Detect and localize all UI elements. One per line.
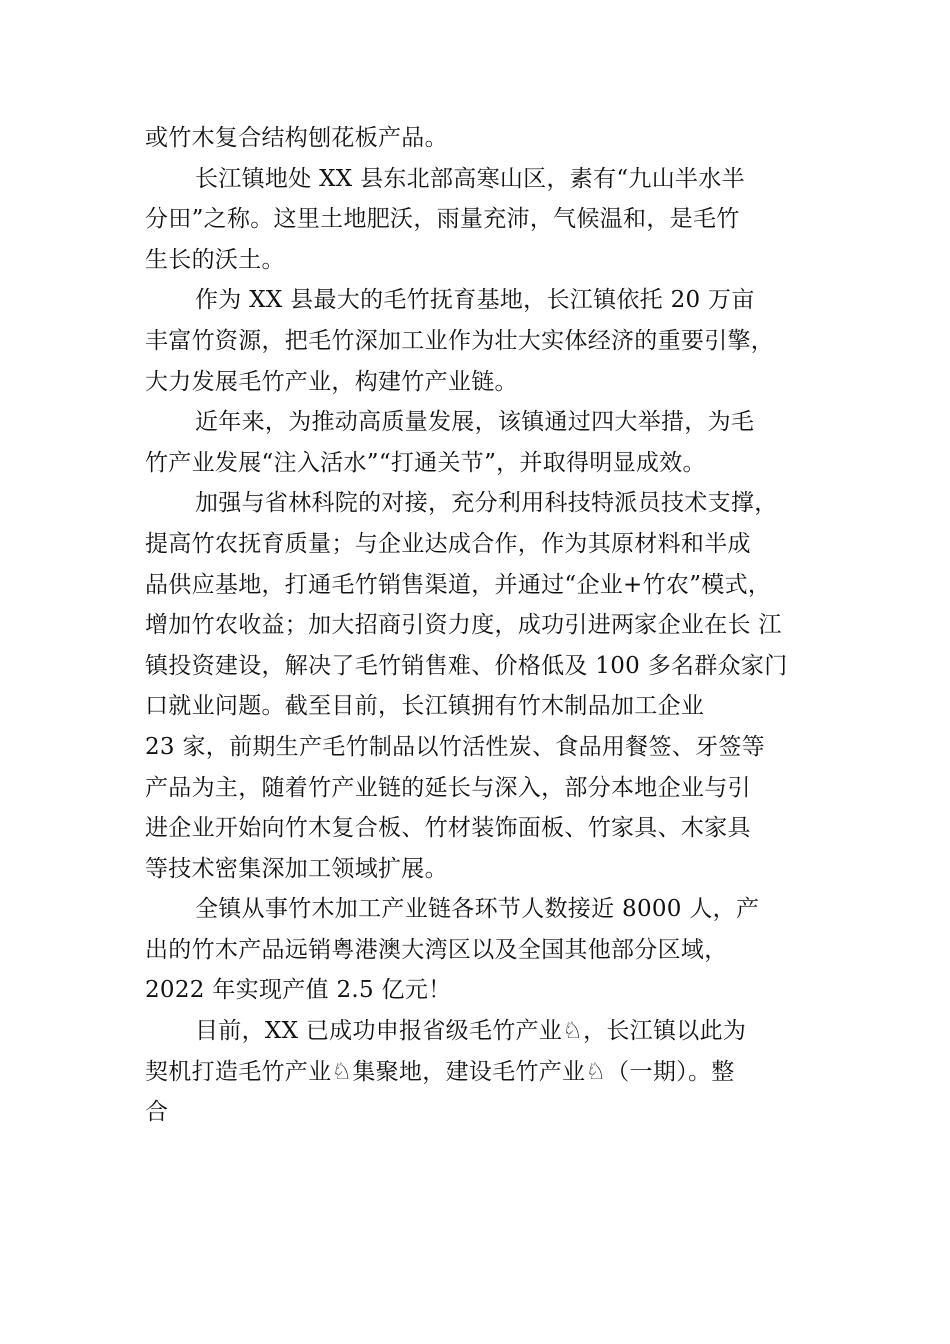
text-line: 长江镇地处 XX 县东北部高寒山区，素有“九山半水半 <box>195 165 745 192</box>
text-line: 丰富竹资源，把毛竹深加工业作为壮大实体经济的重要引擎， <box>145 327 775 354</box>
text-line: 分田”之称。这里土地肥沃，雨量充沛，气候温和，是毛竹 <box>145 206 740 233</box>
text-line: 作为 XX 县最大的毛竹抚育基地，长江镇依托 20 万亩 <box>195 287 755 314</box>
text-line: 进企业开始向竹木复合板、竹材装饰面板、竹家具、木家具 <box>145 815 751 842</box>
document-body <box>145 118 825 1133</box>
text-line: 契机打造毛竹产业♘集聚地，建设毛竹产业♘（一期）。整 <box>145 1058 735 1085</box>
text-line: 合 <box>145 1099 169 1126</box>
text-line: 等技术密集深加工领域扩展。 <box>145 855 448 882</box>
text-line: 竹产业发展“注入活水”“打通关节”，并取得明显成效。 <box>145 449 706 476</box>
text-line: 产品为主，随着竹产业链的延长与深入，部分本地企业与引 <box>145 774 751 801</box>
text-line: 大力发展毛竹产业，构建竹产业链。 <box>145 368 518 395</box>
text-line: 出的竹木产品远销粤港澳大湾区以及全国其他部分区域， <box>145 936 728 963</box>
text-line: 或竹木复合结构刨花板产品。 <box>145 125 448 151</box>
text-line: 2022 年实现产值 2.5 亿元！ <box>145 977 452 1004</box>
text-line: 生长的沃土。 <box>145 246 285 273</box>
text-line: 近年来，为推动高质量发展，该镇通过四大举措，为毛 <box>195 409 755 436</box>
text-line: 增加竹农收益；加大招商引资力度，成功引进两家企业在长 江 <box>145 612 782 639</box>
text-line: 全镇从事竹木加工产业链各环节人数接近 8000 人，产 <box>195 896 760 923</box>
text-line: 目前，XX 已成功申报省级毛竹产业♘，长江镇以此为 <box>195 1018 747 1045</box>
text-line: 品供应基地，打通毛竹销售渠道，并通过“企业+竹农”模式， <box>145 571 772 598</box>
text-line: 加强与省林科院的对接，充分利用科技特派员技术支撑， <box>195 490 778 517</box>
text-line: 口就业问题。截至目前，长江镇拥有竹木制品加工企业 <box>145 693 705 720</box>
text-line: 提高竹农抚育质量；与企业达成合作，作为其原材料和半成 <box>145 530 751 557</box>
text-line: 镇投资建设，解决了毛竹销售难、价格低及 100 多名群众家门 <box>145 652 788 679</box>
text-line: 23 家，前期生产毛竹制品以竹活性炭、食品用餐签、牙签等 <box>145 733 765 760</box>
